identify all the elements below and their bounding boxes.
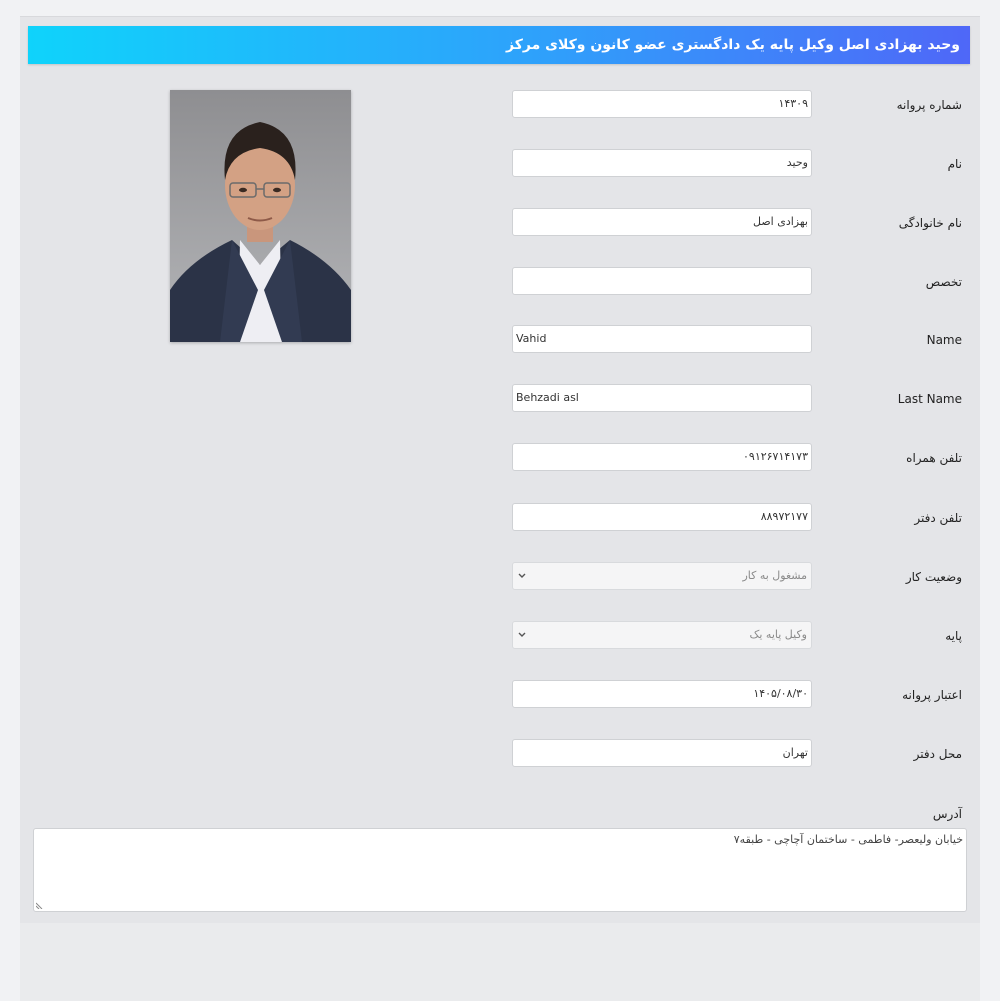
mobile-label: تلفن همراه <box>906 451 962 465</box>
last-name-input[interactable]: بهزادی اصل <box>512 208 812 236</box>
page-title: وحید بهزادی اصل وکیل پایه یک دادگستری عضو کانون وکلای مرکز <box>506 37 960 53</box>
office-location-label: محل دفتر <box>913 747 962 761</box>
license-validity-row <box>20 680 980 710</box>
work-status-row <box>20 562 980 592</box>
resize-handle-icon[interactable] <box>36 901 44 909</box>
grade-value: وکیل پایه یک <box>749 628 807 641</box>
name-en-label: Name <box>926 333 962 347</box>
work-status-value: مشغول به کار <box>742 569 807 582</box>
first-name-row <box>20 149 980 179</box>
license-number-label: شماره پروانه <box>896 98 962 112</box>
grade-select[interactable] <box>512 621 812 649</box>
last-name-row <box>20 208 980 238</box>
last-name-en-label: Last Name <box>897 392 962 406</box>
last-name-label: نام خانوادگی <box>898 216 962 230</box>
specialty-input[interactable] <box>512 267 812 295</box>
specialty-label: تخصص <box>925 275 962 289</box>
work-status-select[interactable] <box>512 562 812 590</box>
name-en-input[interactable]: Vahid <box>512 325 812 353</box>
mobile-row <box>20 443 980 473</box>
profile-panel <box>20 16 980 1001</box>
license-validity-input[interactable]: ۱۴۰۵/۰۸/۳۰ <box>512 680 812 708</box>
grade-label: پایه <box>945 629 962 643</box>
address-textarea[interactable] <box>33 828 967 912</box>
chevron-down-icon <box>517 563 527 589</box>
office-phone-row <box>20 503 980 533</box>
name-en-row <box>20 325 980 355</box>
office-location-input[interactable]: تهران <box>512 739 812 767</box>
grade-row <box>20 621 980 651</box>
first-name-label: نام <box>947 157 962 171</box>
office-location-row <box>20 739 980 769</box>
address-label: آدرس <box>932 807 962 821</box>
license-number-input[interactable]: ۱۴۳۰۹ <box>512 90 812 118</box>
office-phone-label: تلفن دفتر <box>914 511 962 525</box>
last-name-en-input[interactable]: Behzadi asl <box>512 384 812 412</box>
chevron-down-icon <box>517 622 527 648</box>
last-name-en-row <box>20 384 980 414</box>
license-validity-label: اعتبار پروانه <box>902 688 962 702</box>
office-phone-input[interactable]: ۸۸۹۷۲۱۷۷ <box>512 503 812 531</box>
footer-area <box>20 923 980 1001</box>
license-number-row <box>20 90 980 120</box>
mobile-input[interactable]: ۰۹۱۲۶۷۱۴۱۷۳ <box>512 443 812 471</box>
first-name-input[interactable]: وحید <box>512 149 812 177</box>
profile-header <box>28 26 970 64</box>
specialty-row <box>20 267 980 297</box>
work-status-label: وضعیت کار <box>905 570 962 584</box>
address-text: خیابان ولیعصر- فاطمی - ساختمان آچاچی - طبقه۷ <box>733 833 963 846</box>
